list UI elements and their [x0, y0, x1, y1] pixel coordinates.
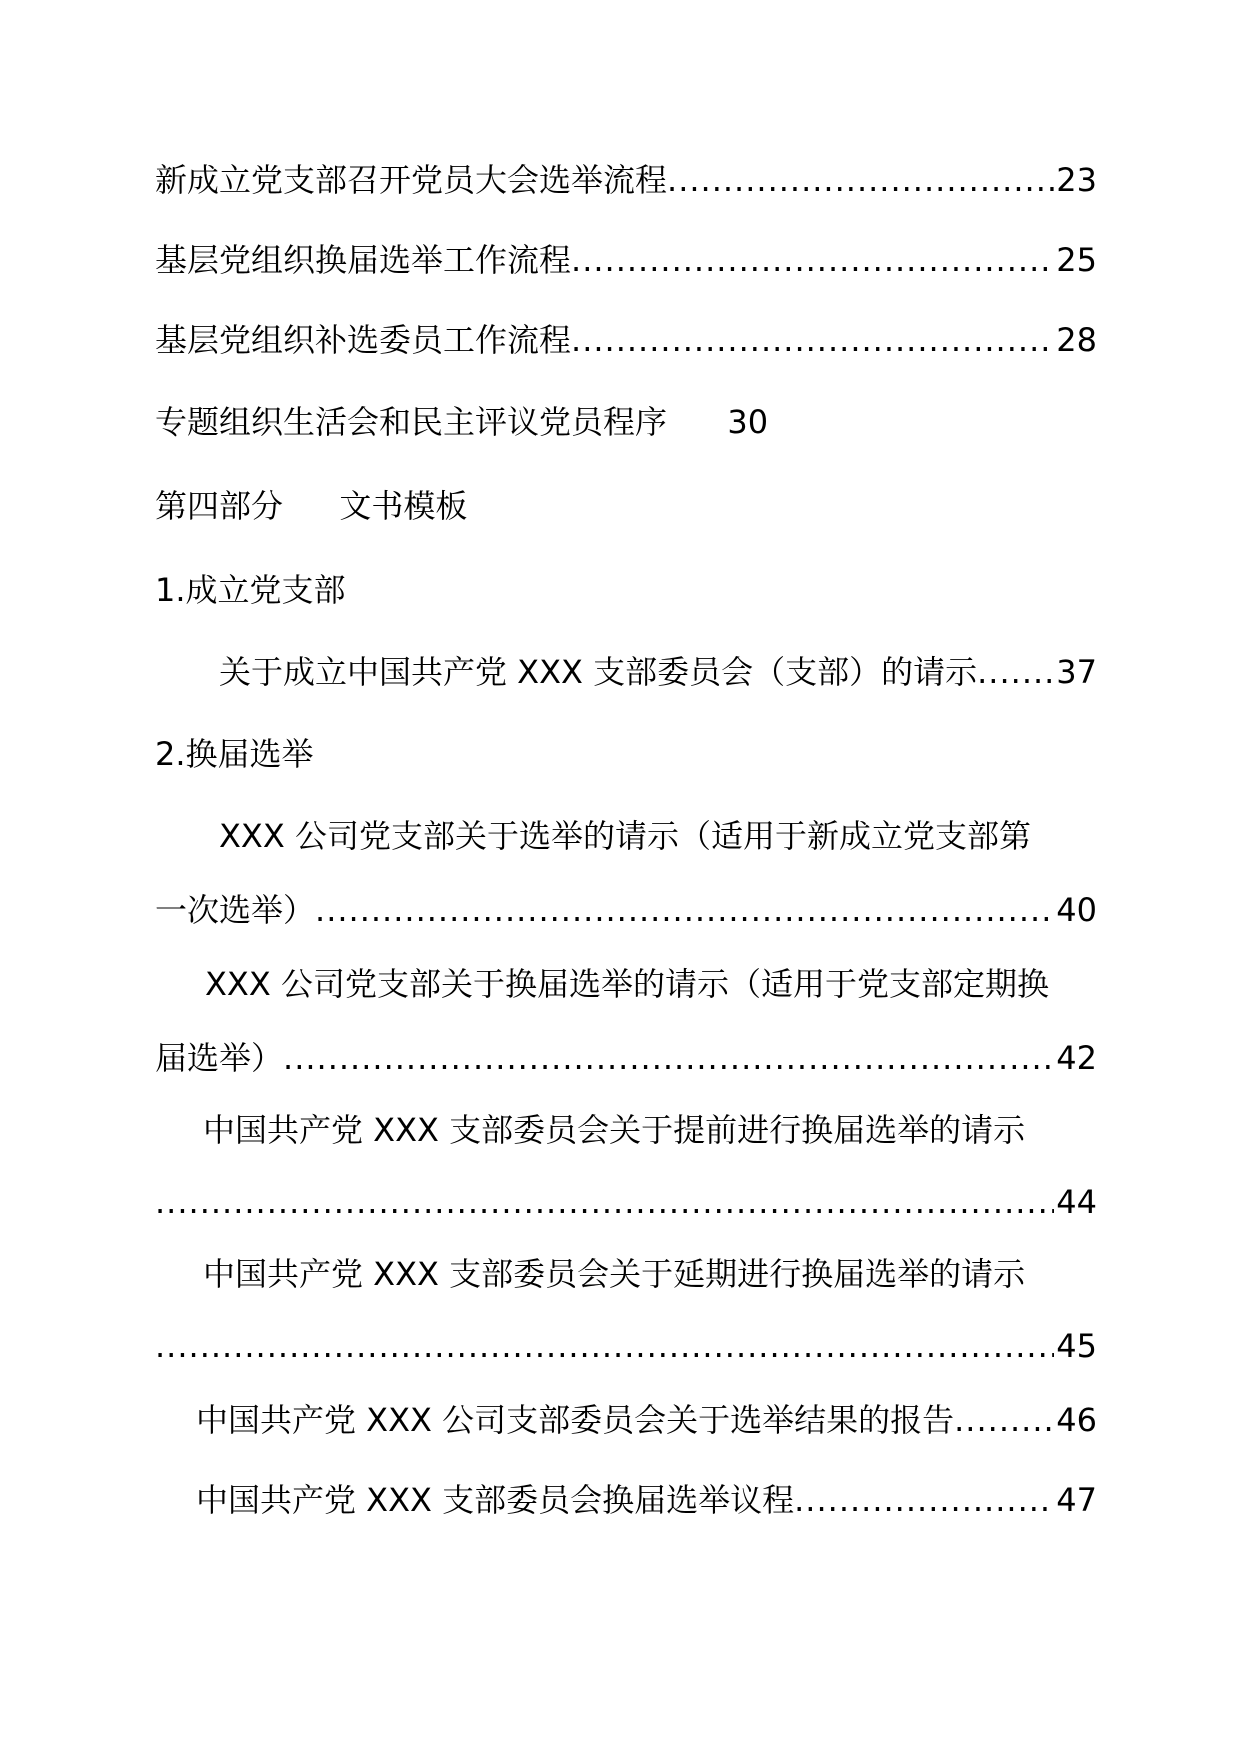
- toc-entry[interactable]: [196, 1398, 1097, 1442]
- toc-entry-title-line2: 一次选举）: [155, 891, 316, 929]
- toc-entry-page: 42: [1056, 1039, 1097, 1077]
- toc-entry-title-line1[interactable]: XXX 公司党支部关于换届选举的请示（适用于党支部定期换: [205, 965, 1049, 1003]
- toc-leader-dots: [794, 1478, 1054, 1522]
- toc-entry-page: 44: [1056, 1183, 1097, 1221]
- toc-entry[interactable]: [196, 1478, 1097, 1522]
- toc-entry-page: 46: [1056, 1401, 1097, 1439]
- toc-entry-title-line2: 届选举）: [155, 1039, 284, 1077]
- part-label: 第四部分: [155, 487, 284, 525]
- toc-leader-dots: [571, 318, 1054, 362]
- toc-entry[interactable]: [155, 238, 1097, 282]
- toc-entry-title: 基层党组织换届选举工作流程: [155, 241, 572, 279]
- toc-entry-title-line1[interactable]: XXX 公司党支部关于选举的请示（适用于新成立党支部第: [219, 817, 1031, 855]
- toc-leader-dots: [667, 158, 1054, 202]
- toc-entry-page: 40: [1056, 891, 1097, 929]
- toc-entry-page: 23: [1056, 161, 1097, 199]
- toc-entry[interactable]: [155, 1324, 1097, 1368]
- toc-entry-page: 25: [1056, 241, 1097, 279]
- toc-entry[interactable]: [155, 1036, 1097, 1080]
- toc-entry[interactable]: [155, 400, 1097, 444]
- toc-entry[interactable]: [155, 158, 1097, 202]
- section-heading: 2.换届选举: [155, 735, 314, 773]
- toc-entry[interactable]: [155, 888, 1097, 932]
- toc-entry-title: 关于成立中国共产党 XXX 支部委员会（支部）的请示: [219, 653, 978, 691]
- toc-leader-dots: [283, 1036, 1054, 1080]
- toc-entry-page: 28: [1056, 321, 1097, 359]
- toc-entry-page: 47: [1056, 1481, 1097, 1519]
- toc-leader-dots: [155, 1180, 1054, 1224]
- toc-entry-title: 中国共产党 XXX 支部委员会换届选举议程: [196, 1481, 795, 1519]
- part-heading: [155, 484, 1097, 528]
- toc-leader-dots: [977, 650, 1054, 694]
- toc-entry[interactable]: [219, 650, 1097, 694]
- toc-entry[interactable]: [155, 318, 1097, 362]
- toc-entry-page: 30: [727, 403, 769, 441]
- toc-entry-title: 新成立党支部召开党员大会选举流程: [155, 161, 668, 199]
- toc-entry-page: 37: [1056, 653, 1097, 691]
- toc-entry-title: 中国共产党 XXX 公司支部委员会关于选举结果的报告: [196, 1401, 955, 1439]
- toc-entry-title: 专题组织生活会和民主评议党员程序: [155, 403, 668, 441]
- part-title: 文书模板: [339, 487, 468, 525]
- toc-leader-dots: [155, 1324, 1054, 1368]
- toc-leader-dots: [571, 238, 1054, 282]
- toc-entry-title-line1[interactable]: 中国共产党 XXX 支部委员会关于提前进行换届选举的请示: [203, 1111, 1026, 1149]
- toc-leader-dots: [954, 1398, 1054, 1442]
- toc-entry-title-line1[interactable]: 中国共产党 XXX 支部委员会关于延期进行换届选举的请示: [203, 1255, 1026, 1293]
- section-heading: 1.成立党支部: [155, 571, 346, 609]
- toc-leader-dots: [315, 888, 1054, 932]
- toc-entry-page: 45: [1056, 1327, 1097, 1365]
- toc-entry[interactable]: [155, 1180, 1097, 1224]
- toc-entry-title: 基层党组织补选委员工作流程: [155, 321, 572, 359]
